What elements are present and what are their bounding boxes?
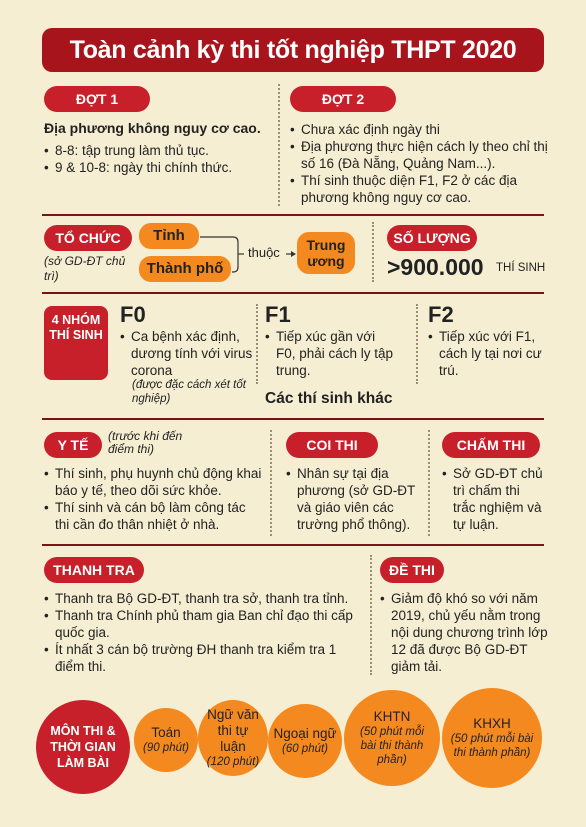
dot2-list [290,121,548,206]
f2-list [428,328,546,379]
trung-uong-box: Trung ương [297,232,355,274]
dot1-list [44,142,274,176]
to-chuc-label: TỔ CHỨC [44,225,132,251]
to-chuc-note: (sở GD-ĐT chủ trì) [44,254,126,283]
divider [270,430,272,536]
y-te-label: Y TẾ [44,432,102,458]
subject-time: (120 phút) [206,756,260,768]
f1-name: F1 [265,302,291,327]
divider [416,304,418,384]
subject-time: (50 phút mỗi bài thi thành phần) [450,733,534,759]
list-item: • Thí sinh thuộc diện F1, F2 ở các địa phương không nguy cơ cao. [290,172,548,206]
cac-thi-sinh-khac: Các thí sinh khác [265,390,393,407]
y-te-list [44,465,262,533]
thuoc-text: thuộc [248,245,280,260]
list-item: • 9 & 10-8: ngày thi chính thức. [44,159,274,176]
subject-time: (50 phút mỗi bài thi thành phần) [360,726,424,766]
subject-name: Toán [151,725,181,740]
section-divider [42,214,544,216]
so-luong-value: >900.000 [387,254,484,280]
divider [372,222,374,282]
mon-thi-label: MÔN THI & THỜI GIAN LÀM BÀI [36,700,130,794]
list-item: • Tiếp xúc với F1, cách ly tại nơi cư trú. [428,328,546,379]
section-divider [42,292,544,294]
y-te-note: (trước khi đến điểm thi) [108,429,183,456]
f0-list [120,328,255,379]
f0-note: (được đặc cách xét tốt nghiệp) [132,379,246,405]
subject-name: Ngoại ngữ [273,726,337,741]
list-item: • Ít nhất 3 cán bộ trường ĐH thanh tra kiểm tra 1 điểm thi. [44,641,362,675]
list-item: • Ca bệnh xác định, dương tính với virus corona [120,328,255,379]
list-item: • Thanh tra Chính phủ tham gia Ban chỉ đạo thi cấp quốc gia. [44,607,362,641]
thanh-tra-label: THANH TRA [44,557,144,583]
cham-thi-list [442,465,546,533]
list-item: • Chưa xác định ngày thi [290,121,548,138]
list-item: • Giảm độ khó so với năm 2019, chủ yếu nằm trong nội dung chương trình lớp 12 đã được Bộ GD-ĐT giảm tải. [380,590,548,675]
list-item: • Thanh tra Bộ GD-ĐT, thanh tra sở, thanh tra tỉnh. [44,590,362,607]
f1-list [265,328,397,379]
f0-name: F0 [120,302,146,327]
subject-circle [442,688,542,788]
dot1-heading: Địa phương không nguy cơ cao. [44,120,261,136]
subject-time: (90 phút) [142,742,190,754]
list-item: • Thí sinh, phụ huynh chủ động khai báo y tế, theo dõi sức khỏe. [44,465,262,499]
thanh-pho-box: Thành phố [139,256,231,282]
so-luong-label: SỐ LƯỢNG [387,225,477,251]
cham-thi-label: CHẤM THI [442,432,540,458]
so-luong-unit: THÍ SINH [496,262,546,274]
subject-name: KHXH [473,716,511,731]
section-divider [42,544,544,546]
de-thi-list [380,590,548,675]
list-item: • Địa phương thực hiện cách ly theo chỉ thị số 16 (Đà Nẵng, Quảng Nam...). [290,138,548,172]
list-item: • Tiếp xúc gần với F0, phải cách ly tập trung. [265,328,397,379]
coi-thi-list [286,465,418,533]
list-item: • 8-8: tập trung làm thủ tục. [44,142,274,159]
subject-circle [134,708,198,772]
subject-name: KHTN [373,709,411,724]
divider [256,304,258,384]
nhom-label: 4 NHÓM THÍ SINH [44,306,108,380]
list-item: • Nhân sự tại địa phương (sở GD-ĐT và giáo viên các trường phổ thông). [286,465,418,533]
divider [278,84,280,206]
list-item: • Sở GD-ĐT chủ trì chấm thi trắc nghiệm và tự luận. [442,465,546,533]
divider [370,555,372,675]
f2-name: F2 [428,302,454,327]
divider [428,430,430,536]
dot2-label: ĐỢT 2 [290,86,396,112]
subject-circle [344,690,440,786]
coi-thi-label: COI THI [286,432,378,458]
subject-name: Ngữ văn thi tự luận [207,707,259,754]
de-thi-label: ĐỀ THI [380,557,444,583]
dot1-label: ĐỢT 1 [44,86,150,112]
tinh-box: Tỉnh [139,223,199,249]
section-divider [42,418,544,420]
subject-circle [198,700,268,776]
subject-circle [268,704,342,778]
page-title: Toàn cảnh kỳ thi tốt nghiệp THPT 2020 [42,28,544,72]
list-item: • Thí sinh và cán bộ làm công tác thi cần đo thân nhiệt ở nhà. [44,499,262,533]
subject-time: (60 phút) [281,743,329,755]
thanh-tra-list [44,590,362,675]
